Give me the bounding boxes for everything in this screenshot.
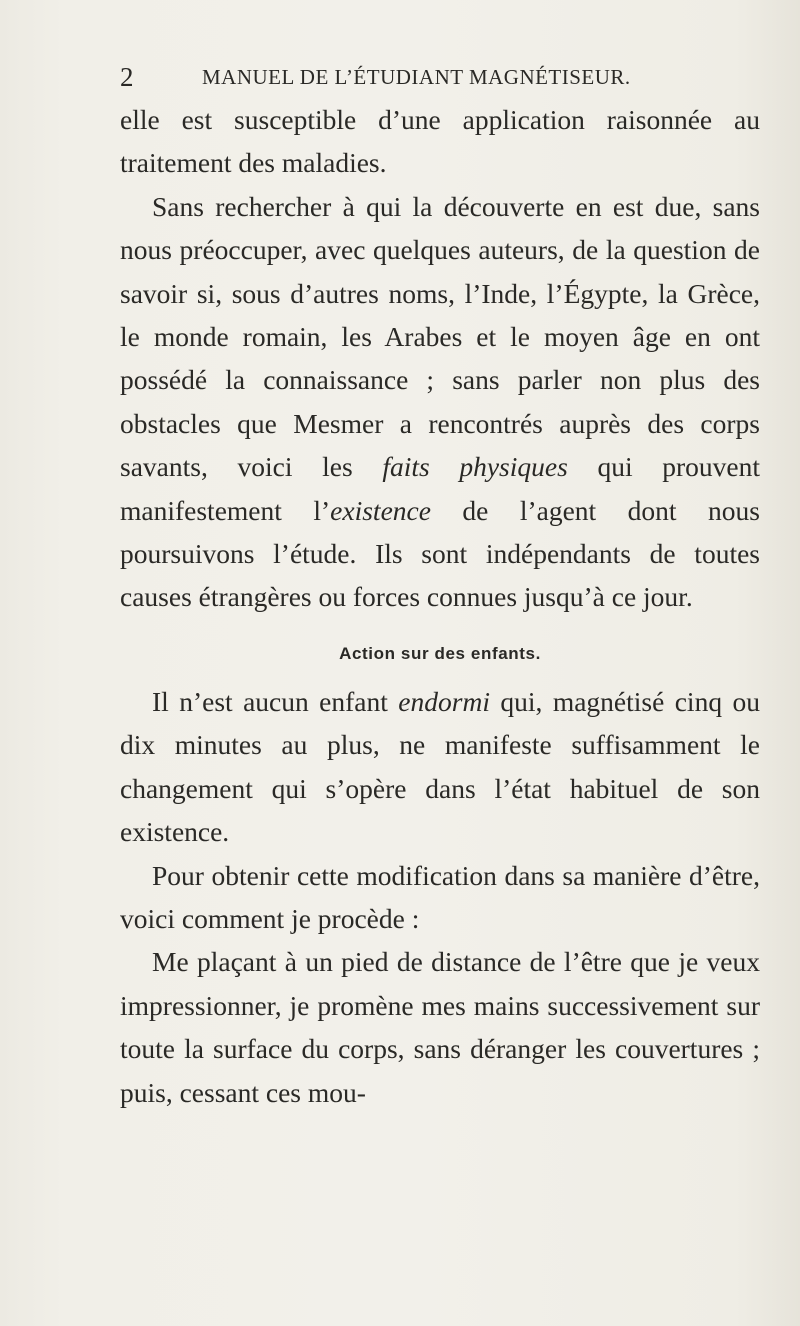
page-header — [120, 60, 720, 100]
paragraph-aucun-enfant — [120, 680, 760, 854]
running-head: MANUEL DE L’ÉTUDIANT MAGNÉTISEUR. — [202, 65, 631, 89]
page-number: 2 — [120, 62, 134, 92]
paragraph-text: Sans rechercher à qui la découverte en est due, sans nous préoccuper, avec quelques auteurs, de la question de savoir si, sous d’autres noms, l’Inde, l’Égypte, la Grèce, le monde romain, les Arabes et le moyen âge en ont possédé la connaissance ; sans parler non plus des obstacles que Mesmer a rencontrés auprès des corps savants, voici les — [120, 190, 760, 483]
paragraph-text: Il n’est aucun enfant — [152, 685, 399, 717]
paragraph-text: qui prouvent manifestement l’ — [120, 451, 760, 526]
section-heading: Action sur des enfants. — [339, 643, 541, 663]
emphasis-faits-physiques: faits physiques — [382, 451, 568, 483]
paragraph-me-placant: Me plaçant à un pied de distance de l’être que je veux impressionner, je promène mes mains successivement sur toute la surface du corps, sans déranger les couvertures ; puis, cessant ces mou- — [120, 946, 760, 1108]
paragraph-pour-obtenir: Pour obtenir cette modification dans sa manière d’être, voici comment je procède : — [120, 859, 760, 934]
paragraph-sans-rechercher — [120, 185, 760, 619]
emphasis-endormi: endormi — [398, 685, 490, 717]
body-text — [120, 98, 760, 1114]
paragraph-text: de l’agent dont nous poursuivons l’étude. Ils sont indépendants de toutes causes étrangères ou forces connues jusqu’à ce jour. — [120, 494, 760, 613]
paragraph-continuation: elle est susceptible d’une application raisonnée au traitement des maladies. — [120, 104, 760, 179]
emphasis-existence: existence — [330, 494, 431, 526]
paragraph-text: qui, magnétisé cinq ou dix minutes au plus, ne manifeste suffisamment le changement qui s’opère dans l’état habituel de son existence. — [120, 685, 760, 848]
